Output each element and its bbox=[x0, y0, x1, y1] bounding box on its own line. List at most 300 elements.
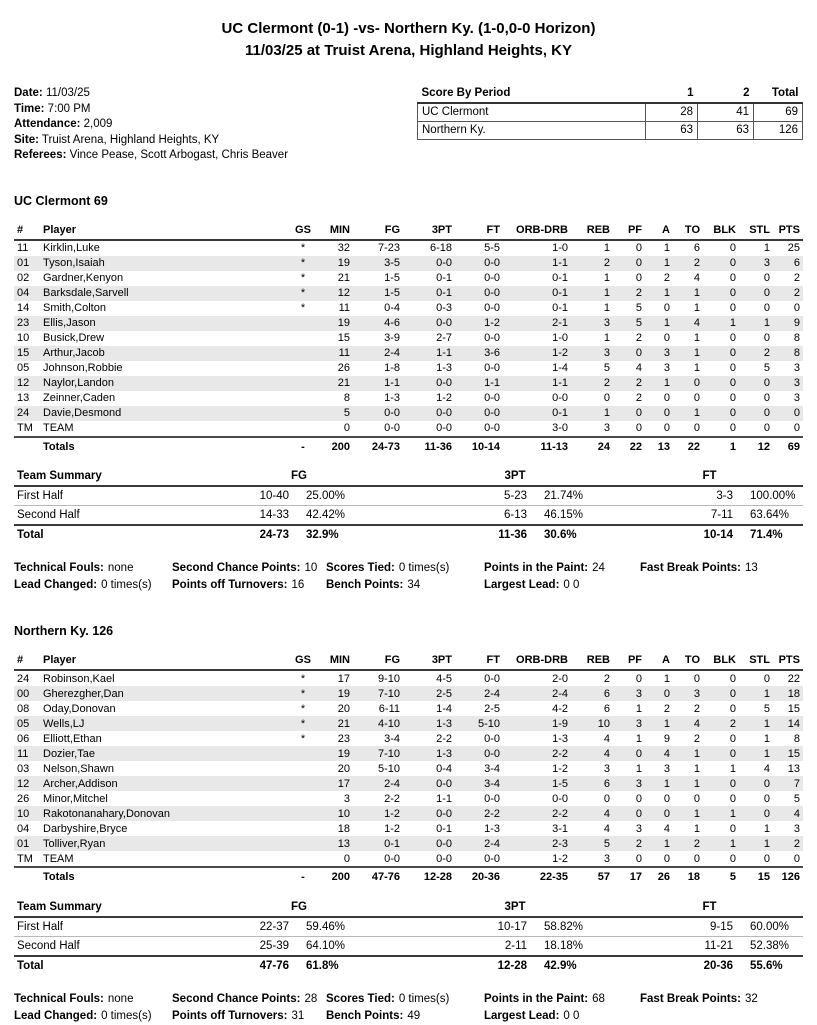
box-score-table bbox=[14, 222, 803, 455]
cell-gs bbox=[291, 406, 315, 421]
stat-item bbox=[172, 560, 326, 577]
player-row bbox=[14, 361, 803, 376]
team-summary-table bbox=[14, 899, 803, 975]
cell-min: 11 bbox=[338, 347, 350, 359]
cell-a: 0 bbox=[663, 392, 670, 404]
total-min: 200 bbox=[315, 867, 353, 885]
summary-row bbox=[14, 917, 803, 937]
cell-col: 10 bbox=[17, 332, 30, 344]
cell-pts: 0 bbox=[793, 422, 800, 434]
cell-min: 19 bbox=[337, 317, 350, 329]
cell-to: 0 bbox=[693, 672, 700, 685]
stat-value: 49 bbox=[407, 1009, 421, 1022]
column-header-ft: FT bbox=[455, 652, 503, 670]
cell-a: 0 bbox=[663, 807, 670, 820]
stat-label: Largest Lead: bbox=[484, 579, 560, 591]
cell-player: Robinson,Kael bbox=[43, 672, 115, 685]
summary-row bbox=[14, 956, 803, 975]
cell-blk: 1 bbox=[729, 837, 736, 850]
cell-a: 3 bbox=[663, 347, 670, 359]
cell-to: 2 bbox=[693, 732, 700, 745]
cell-player: Dozier,Tae bbox=[43, 747, 95, 760]
column-header-a: A bbox=[645, 652, 673, 670]
summary-header-label: Team Summary bbox=[14, 468, 184, 486]
cell-pts: 2 bbox=[793, 287, 800, 299]
total-to: 18 bbox=[673, 867, 703, 885]
cell-blk: 0 bbox=[729, 702, 736, 715]
cell-stl: 1 bbox=[763, 317, 770, 329]
cell-player: Tyson,Isaiah bbox=[43, 257, 105, 269]
cell-min: 12 bbox=[337, 287, 350, 299]
cell-stl: 5 bbox=[763, 362, 770, 374]
cell-ft: 0-0 bbox=[484, 257, 500, 269]
cell-stl: 0 bbox=[763, 807, 770, 820]
column-header-stl: STL bbox=[739, 222, 773, 240]
cell-col: 05 bbox=[17, 717, 30, 730]
cell-a: 1 bbox=[663, 287, 670, 299]
cell-blk: 1 bbox=[729, 317, 736, 329]
stat-label: Second Chance Points: bbox=[172, 562, 301, 574]
cell-blk: 0 bbox=[729, 377, 736, 389]
stat-value: 24 bbox=[592, 562, 605, 574]
cell-ft: 5-10 bbox=[477, 717, 500, 730]
cell-gs bbox=[291, 346, 315, 361]
cell-orbdrb: 1-1 bbox=[552, 377, 568, 389]
cell-orbdrb: 2-4 bbox=[552, 687, 568, 700]
stat-value: 32 bbox=[744, 992, 758, 1005]
cell-3pt: 0-4 bbox=[436, 762, 452, 775]
cell-pf: 3 bbox=[635, 717, 642, 730]
summary-row bbox=[14, 486, 803, 506]
cell-min: 18 bbox=[337, 822, 350, 835]
box-score-table bbox=[14, 652, 803, 885]
cell-orbdrb: 0-1 bbox=[552, 287, 568, 299]
cell-orbdrb: 2-3 bbox=[552, 837, 568, 850]
cell-gs bbox=[291, 331, 315, 346]
cell-col: 04 bbox=[17, 822, 30, 835]
cell-orbdrb: 2-1 bbox=[552, 317, 568, 329]
cell-reb: 4 bbox=[603, 732, 610, 745]
summary-made-att: 11-21 bbox=[616, 936, 736, 956]
summary-made-att: 10-40 bbox=[184, 486, 292, 506]
cell-to: 2 bbox=[693, 702, 700, 715]
cell-fg: 6-11 bbox=[378, 702, 400, 715]
stat-label: Lead Changed: bbox=[14, 579, 98, 591]
box-header-row bbox=[14, 222, 803, 240]
cell-3pt: 0-0 bbox=[436, 422, 452, 434]
cell-fg: 7-23 bbox=[377, 242, 400, 254]
cell-col: 05 bbox=[17, 362, 30, 374]
player-row bbox=[14, 851, 803, 867]
cell-col: 12 bbox=[17, 377, 30, 389]
column-header-gs: GS bbox=[291, 652, 315, 670]
cell-col: 15 bbox=[17, 347, 30, 359]
cell-a: 1 bbox=[663, 377, 670, 389]
cell-blk: 0 bbox=[729, 257, 736, 269]
cell-3pt: 0-3 bbox=[436, 302, 452, 314]
cell-ft: 0-0 bbox=[484, 792, 500, 805]
page-title: UC Clermont (0-1) -vs- Northern Ky. (1-0,0-0 Horizon) bbox=[221, 20, 596, 37]
cell-pts: 13 bbox=[787, 762, 800, 775]
cell-orbdrb: 2-2 bbox=[552, 747, 568, 760]
score-by-period-table bbox=[417, 86, 803, 140]
cell-stl: 0 bbox=[763, 392, 770, 404]
cell-ft: 3-6 bbox=[484, 347, 500, 359]
cell-fg: 4-6 bbox=[384, 317, 400, 329]
cell-3pt: 1-4 bbox=[436, 702, 452, 715]
total-player: Totals bbox=[40, 437, 291, 455]
cell-stl: 1 bbox=[763, 242, 770, 254]
cell-blk: 0 bbox=[729, 822, 736, 835]
summary-row bbox=[14, 506, 803, 526]
score-period-1: 28 bbox=[646, 103, 698, 122]
summary-row-label: Total bbox=[17, 529, 44, 541]
cell-reb: 1 bbox=[603, 302, 610, 314]
cell-gs bbox=[291, 791, 315, 806]
cell-ft: 0-0 bbox=[484, 362, 500, 374]
cell-gs bbox=[291, 361, 315, 376]
cell-to: 0 bbox=[693, 392, 700, 404]
cell-orbdrb: 1-0 bbox=[552, 242, 568, 254]
cell-stl: 0 bbox=[763, 852, 770, 865]
cell-stl: 1 bbox=[763, 687, 770, 700]
cell-3pt: 0-0 bbox=[436, 852, 452, 865]
summary-made-att: 10-17 bbox=[414, 917, 530, 937]
column-header-pts: PTS bbox=[773, 222, 803, 240]
cell-3pt: 1-1 bbox=[436, 347, 452, 359]
summary-percent: 42.42% bbox=[292, 506, 414, 526]
cell-pf: 0 bbox=[635, 672, 642, 685]
cell-to: 1 bbox=[693, 332, 700, 344]
cell-fg: 4-10 bbox=[377, 717, 400, 730]
score-period-2: 63 bbox=[698, 122, 754, 140]
score-team-name: Northern Ky. bbox=[418, 122, 646, 140]
summary-row-label: First Half bbox=[14, 917, 184, 937]
cell-pts: 15 bbox=[787, 702, 800, 715]
cell-gs: * bbox=[300, 687, 306, 700]
cell-reb: 1 bbox=[603, 242, 610, 254]
cell-blk: 0 bbox=[729, 777, 736, 790]
cell-blk: 0 bbox=[729, 332, 736, 344]
cell-pf: 2 bbox=[635, 287, 642, 299]
cell-ft: 0-0 bbox=[484, 302, 500, 314]
player-row bbox=[14, 256, 803, 271]
cell-player: Nelson,Shawn bbox=[43, 762, 114, 775]
player-row bbox=[14, 731, 803, 746]
summary-made-att: 5-23 bbox=[414, 486, 530, 506]
cell-min: 20 bbox=[337, 702, 350, 715]
cell-fg: 1-5 bbox=[384, 272, 400, 284]
total-a: 26 bbox=[645, 867, 673, 885]
cell-3pt: 1-1 bbox=[436, 792, 452, 805]
game-info-label: Referees: bbox=[14, 149, 67, 161]
summary-made-att: 47-76 bbox=[259, 959, 289, 972]
cell-fg: 3-4 bbox=[384, 732, 400, 745]
stat-value: 28 bbox=[304, 992, 318, 1005]
cell-reb: 2 bbox=[603, 257, 610, 269]
cell-min: 0 bbox=[343, 852, 350, 865]
cell-3pt: 2-7 bbox=[436, 332, 452, 344]
cell-min: 20 bbox=[337, 762, 350, 775]
summary-percent: 64.10% bbox=[292, 936, 414, 956]
cell-pf: 2 bbox=[635, 332, 642, 344]
stat-item bbox=[172, 1008, 326, 1025]
cell-3pt: 0-1 bbox=[436, 272, 452, 284]
cell-blk: 1 bbox=[729, 762, 736, 775]
stat-value: none bbox=[107, 992, 134, 1005]
cell-a: 0 bbox=[663, 422, 670, 434]
summary-percent: 100.00% bbox=[736, 486, 803, 506]
cell-pf: 1 bbox=[635, 702, 642, 715]
cell-col: 11 bbox=[17, 747, 29, 760]
cell-player: TEAM bbox=[43, 422, 74, 434]
total-gs: - bbox=[291, 437, 315, 455]
stat-value: 16 bbox=[291, 579, 305, 591]
cell-stl: 0 bbox=[763, 672, 770, 685]
summary-percent: 18.18% bbox=[530, 936, 616, 956]
cell-a: 4 bbox=[663, 822, 670, 835]
player-row bbox=[14, 240, 803, 256]
cell-blk: 0 bbox=[729, 347, 736, 359]
summary-percent: 46.15% bbox=[530, 506, 616, 526]
cell-col: 08 bbox=[17, 702, 30, 715]
cell-pts: 0 bbox=[793, 407, 800, 419]
cell-col: 23 bbox=[17, 317, 30, 329]
cell-col: 02 bbox=[17, 272, 30, 284]
cell-player: Archer,Addison bbox=[43, 777, 118, 790]
summary-row-label: Second Half bbox=[14, 506, 184, 526]
player-row bbox=[14, 716, 803, 731]
cell-gs: * bbox=[300, 732, 306, 745]
cell-min: 13 bbox=[337, 837, 350, 850]
cell-blk: 0 bbox=[729, 242, 736, 254]
stat-value: 0 times(s) bbox=[398, 562, 450, 574]
cell-stl: 0 bbox=[763, 272, 770, 284]
player-row bbox=[14, 746, 803, 761]
cell-ft: 0-0 bbox=[484, 672, 500, 685]
cell-3pt: 1-3 bbox=[436, 362, 452, 374]
cell-fg: 1-3 bbox=[384, 392, 400, 404]
summary-percent: 25.00% bbox=[292, 486, 414, 506]
cell-ft: 2-4 bbox=[484, 687, 500, 700]
cell-gs: * bbox=[300, 672, 306, 685]
cell-ft: 0-0 bbox=[484, 332, 500, 344]
column-header-blk: BLK bbox=[703, 652, 739, 670]
cell-orbdrb: 1-2 bbox=[552, 852, 568, 865]
cell-blk: 0 bbox=[729, 732, 736, 745]
cell-reb: 6 bbox=[603, 702, 610, 715]
cell-min: 19 bbox=[337, 747, 350, 760]
box-header-row bbox=[14, 652, 803, 670]
cell-col: 24 bbox=[17, 407, 30, 419]
cell-reb: 4 bbox=[603, 747, 610, 760]
summary-group-fg: FG bbox=[184, 899, 414, 917]
cell-pf: 1 bbox=[635, 762, 642, 775]
cell-3pt: 1-3 bbox=[436, 747, 452, 760]
game-info-line bbox=[14, 86, 399, 102]
cell-3pt: 0-0 bbox=[436, 837, 452, 850]
stat-label: Bench Points: bbox=[326, 1009, 404, 1022]
cell-pf: 0 bbox=[635, 407, 642, 419]
player-row bbox=[14, 316, 803, 331]
cell-blk: 0 bbox=[729, 792, 736, 805]
player-row bbox=[14, 421, 803, 437]
cell-min: 0 bbox=[343, 422, 350, 434]
cell-fg: 0-4 bbox=[384, 302, 400, 314]
column-header-a: A bbox=[645, 222, 673, 240]
cell-reb: 2 bbox=[603, 377, 610, 389]
column-header-to: TO bbox=[673, 222, 703, 240]
cell-min: 21 bbox=[337, 377, 350, 389]
stat-item bbox=[326, 577, 484, 594]
cell-player: Ellis,Jason bbox=[43, 317, 96, 329]
stat-label: Bench Points: bbox=[326, 579, 404, 591]
player-row bbox=[14, 791, 803, 806]
total-blk: 5 bbox=[703, 867, 739, 885]
summary-header-row bbox=[14, 468, 803, 486]
cell-ft: 0-0 bbox=[484, 407, 500, 419]
cell-col: 03 bbox=[17, 762, 30, 775]
total-fg: 24-73 bbox=[353, 437, 403, 455]
cell-blk: 2 bbox=[729, 717, 736, 730]
stat-label: Points in the Paint: bbox=[484, 992, 589, 1005]
cell-pf: 0 bbox=[635, 257, 642, 269]
cell-pts: 0 bbox=[793, 852, 800, 865]
cell-gs bbox=[291, 851, 315, 867]
column-header-min: MIN bbox=[315, 652, 353, 670]
cell-orbdrb: 0-1 bbox=[552, 407, 568, 419]
cell-stl: 1 bbox=[763, 747, 770, 760]
stat-item bbox=[326, 1008, 484, 1025]
cell-orbdrb: 2-0 bbox=[552, 672, 568, 685]
cell-pf: 0 bbox=[635, 272, 642, 284]
stat-item bbox=[640, 991, 803, 1008]
cell-col: 04 bbox=[17, 287, 30, 299]
cell-reb: 1 bbox=[603, 272, 610, 284]
cell-fg: 3-5 bbox=[384, 257, 400, 269]
cell-pts: 18 bbox=[787, 687, 800, 700]
stat-value: none bbox=[107, 562, 134, 574]
stat-label: Points in the Paint: bbox=[484, 562, 589, 574]
stat-item bbox=[14, 577, 172, 594]
total-pf: 22 bbox=[613, 437, 645, 455]
cell-stl: 1 bbox=[763, 837, 770, 850]
stat-label: Lead Changed: bbox=[14, 1009, 98, 1022]
cell-to: 1 bbox=[693, 362, 700, 374]
cell-fg: 1-1 bbox=[384, 377, 400, 389]
cell-col: TM bbox=[17, 422, 33, 434]
cell-ft: 0-0 bbox=[484, 422, 500, 434]
game-info-value: 7:00 PM bbox=[47, 102, 91, 115]
cell-ft: 0-0 bbox=[484, 392, 500, 404]
cell-gs: * bbox=[300, 257, 306, 269]
stat-value: 0 0 bbox=[563, 579, 580, 591]
cell-to: 2 bbox=[693, 257, 700, 269]
cell-player: Minor,Mitchel bbox=[43, 792, 108, 805]
cell-gs: * bbox=[300, 242, 306, 254]
stat-label: Fast Break Points: bbox=[640, 992, 741, 1005]
cell-a: 0 bbox=[663, 792, 670, 805]
column-header-fg: FG bbox=[353, 222, 403, 240]
stat-item bbox=[484, 991, 640, 1008]
cell-reb: 1 bbox=[603, 287, 610, 299]
cell-player: Johnson,Robbie bbox=[43, 362, 123, 374]
cell-pf: 4 bbox=[635, 362, 642, 374]
cell-pts: 3 bbox=[793, 362, 800, 374]
cell-min: 15 bbox=[337, 332, 350, 344]
stat-value: 34 bbox=[407, 579, 421, 591]
cell-a: 1 bbox=[663, 672, 670, 685]
cell-pts: 8 bbox=[793, 332, 800, 344]
cell-blk: 0 bbox=[729, 302, 736, 314]
totals-row bbox=[14, 437, 803, 455]
summary-made-att: 14-33 bbox=[184, 506, 292, 526]
cell-reb: 3 bbox=[603, 317, 610, 329]
cell-pts: 3 bbox=[793, 377, 800, 389]
cell-orbdrb: 1-2 bbox=[552, 347, 568, 359]
cell-to: 1 bbox=[693, 747, 700, 760]
summary-header-label: Team Summary bbox=[14, 899, 184, 917]
cell-fg: 2-4 bbox=[384, 347, 400, 359]
cell-a: 2 bbox=[663, 702, 670, 715]
stat-value: 0 times(s) bbox=[101, 1009, 152, 1022]
cell-a: 1 bbox=[663, 257, 670, 269]
cell-3pt: 2-2 bbox=[436, 732, 452, 745]
cell-min: 17 bbox=[337, 672, 350, 685]
total-min: 200 bbox=[315, 437, 353, 455]
cell-col: 13 bbox=[17, 392, 30, 404]
column-header-player: Player bbox=[40, 652, 291, 670]
cell-reb: 6 bbox=[603, 687, 610, 700]
cell-min: 10 bbox=[337, 807, 350, 820]
score-header-period-2: 2 bbox=[698, 86, 754, 103]
score-header-period-1: 1 bbox=[646, 86, 698, 103]
stat-value: 10 bbox=[304, 562, 318, 574]
cell-a: 4 bbox=[663, 747, 670, 760]
cell-player: Oday,Donovan bbox=[43, 702, 116, 715]
cell-pf: 5 bbox=[635, 317, 642, 329]
cell-pf: 0 bbox=[635, 852, 642, 865]
stat-label: Scores Tied: bbox=[326, 992, 395, 1005]
cell-a: 0 bbox=[663, 332, 670, 344]
cell-pf: 0 bbox=[635, 347, 642, 359]
cell-ft: 2-5 bbox=[484, 702, 500, 715]
cell-a: 0 bbox=[663, 687, 670, 700]
cell-stl: 0 bbox=[763, 332, 770, 344]
player-row bbox=[14, 821, 803, 836]
cell-fg: 1-2 bbox=[384, 822, 400, 835]
cell-gs: * bbox=[300, 287, 306, 299]
cell-orbdrb: 0-0 bbox=[552, 392, 568, 404]
cell-to: 1 bbox=[693, 287, 700, 299]
cell-3pt: 0-1 bbox=[436, 287, 452, 299]
cell-pf: 1 bbox=[635, 732, 642, 745]
cell-pts: 2 bbox=[793, 272, 800, 284]
cell-player: Rakotonanahary,Donovan bbox=[43, 807, 170, 820]
cell-min: 21 bbox=[337, 272, 350, 284]
cell-fg: 1-8 bbox=[384, 362, 400, 374]
game-info bbox=[14, 86, 399, 164]
total-3pt: 11-36 bbox=[403, 437, 455, 455]
cell-ft: 3-4 bbox=[484, 777, 500, 790]
cell-reb: 6 bbox=[603, 777, 610, 790]
cell-stl: 0 bbox=[763, 287, 770, 299]
cell-pts: 14 bbox=[787, 717, 800, 730]
cell-orbdrb: 1-9 bbox=[552, 717, 568, 730]
cell-gs: * bbox=[300, 302, 306, 314]
cell-a: 0 bbox=[663, 302, 670, 314]
cell-gs bbox=[291, 821, 315, 836]
